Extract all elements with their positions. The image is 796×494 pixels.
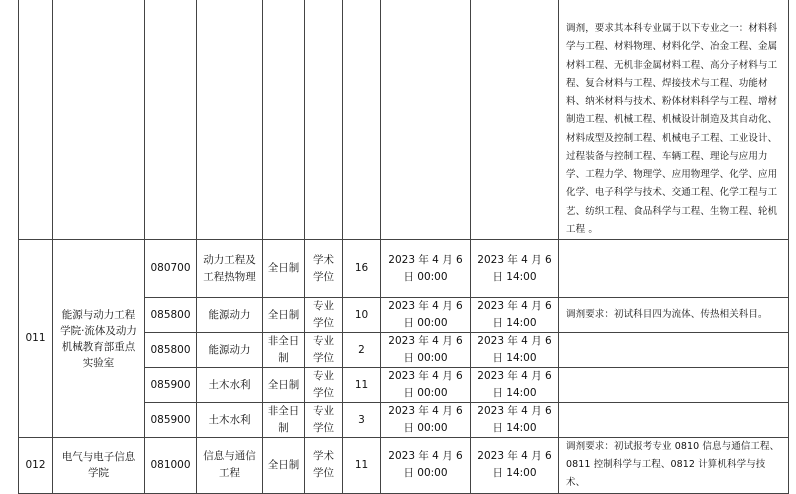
major-code-cell xyxy=(145,0,197,240)
end-time-cell xyxy=(471,0,559,240)
quota-cell: 11 xyxy=(343,438,381,494)
start-time-cell: 2023 年 4 月 6 日 00:00 xyxy=(381,438,471,494)
major-code-cell: 085800 xyxy=(145,298,197,333)
study-mode-cell: 全日制 xyxy=(263,438,305,494)
major-code-cell: 080700 xyxy=(145,240,197,298)
study-mode-cell: 非全日制 xyxy=(263,403,305,438)
remark-cell xyxy=(559,403,789,438)
end-time-cell: 2023 年 4 月 6 日 14:00 xyxy=(471,240,559,298)
start-time-cell: 2023 年 4 月 6 日 00:00 xyxy=(381,333,471,368)
quota-cell xyxy=(343,0,381,240)
quota-cell: 11 xyxy=(343,368,381,403)
quota-cell: 2 xyxy=(343,333,381,368)
major-code-cell: 085800 xyxy=(145,333,197,368)
major-name-cell: 土木水利 xyxy=(197,403,263,438)
table-row xyxy=(19,240,789,298)
remark-cell xyxy=(559,368,789,403)
table-row xyxy=(19,438,789,494)
college-code-cell xyxy=(19,0,53,240)
start-time-cell: 2023 年 4 月 6 日 00:00 xyxy=(381,368,471,403)
study-mode-cell: 全日制 xyxy=(263,368,305,403)
remark-cell: 调剂要求：初试科目四为流体、传热相关科目。 xyxy=(559,298,789,333)
major-name-cell xyxy=(197,0,263,240)
study-mode-cell: 全日制 xyxy=(263,298,305,333)
college-name-cell xyxy=(53,0,145,240)
major-code-cell: 085900 xyxy=(145,368,197,403)
quota-cell: 16 xyxy=(343,240,381,298)
degree-type-cell: 专业学位 xyxy=(305,403,343,438)
degree-type-cell: 专业学位 xyxy=(305,368,343,403)
quota-cell: 3 xyxy=(343,403,381,438)
college-name-cell: 能源与动力工程学院·流体及动力机械教育部重点实验室 xyxy=(53,240,145,438)
study-mode-cell xyxy=(263,0,305,240)
major-name-cell: 能源动力 xyxy=(197,298,263,333)
start-time-cell xyxy=(381,0,471,240)
table-row xyxy=(19,0,789,240)
end-time-cell: 2023 年 4 月 6 日 14:00 xyxy=(471,403,559,438)
remark-cell: 调剂要求：初试报考专业 0810 信息与通信工程、0811 控制科学与工程、0812 计算机科学与技术、 xyxy=(559,438,789,494)
degree-type-cell: 专业学位 xyxy=(305,298,343,333)
degree-type-cell: 学术学位 xyxy=(305,240,343,298)
quota-cell: 10 xyxy=(343,298,381,333)
start-time-cell: 2023 年 4 月 6 日 00:00 xyxy=(381,240,471,298)
college-code-cell: 011 xyxy=(19,240,53,438)
remark-cell xyxy=(559,240,789,298)
remark-cell: 调剂，要求其本科专业属于以下专业之一：材料科学与工程、材料物理、材料化学、冶金工程、金属材料工程、无机非金属材料工程、高分子材料与工程、复合材料与工程、焊接技术与工程、功能材料、纳米材料与技术、粉体材料科学与工程、增材制造工程、机械工程、机械设计制造及其自动化、材料成型及控制工程、机械电子工程、工业设计、过程装备与控制工程、车辆工程、理论与应用力学、工程力学、物理学、应用物理学、化学、应用化学、电子科学与技术、交通工程、化学工程与工艺、纺织工程、食品科学与工程、生物工程、轮机工程 。 xyxy=(559,0,789,240)
study-mode-cell: 非全日制 xyxy=(263,333,305,368)
major-name-cell: 动力工程及工程热物理 xyxy=(197,240,263,298)
major-code-cell: 081000 xyxy=(145,438,197,494)
degree-type-cell: 学术学位 xyxy=(305,438,343,494)
degree-type-cell: 专业学位 xyxy=(305,333,343,368)
major-name-cell: 信息与通信工程 xyxy=(197,438,263,494)
start-time-cell: 2023 年 4 月 6 日 00:00 xyxy=(381,298,471,333)
start-time-cell: 2023 年 4 月 6 日 00:00 xyxy=(381,403,471,438)
remark-cell xyxy=(559,333,789,368)
end-time-cell: 2023 年 4 月 6 日 14:00 xyxy=(471,333,559,368)
end-time-cell: 2023 年 4 月 6 日 14:00 xyxy=(471,368,559,403)
study-mode-cell: 全日制 xyxy=(263,240,305,298)
end-time-cell: 2023 年 4 月 6 日 14:00 xyxy=(471,298,559,333)
major-code-cell: 085900 xyxy=(145,403,197,438)
adjustment-table xyxy=(18,0,789,494)
degree-type-cell xyxy=(305,0,343,240)
end-time-cell: 2023 年 4 月 6 日 14:00 xyxy=(471,438,559,494)
major-name-cell: 土木水利 xyxy=(197,368,263,403)
college-name-cell: 电气与电子信息学院 xyxy=(53,438,145,494)
major-name-cell: 能源动力 xyxy=(197,333,263,368)
college-code-cell: 012 xyxy=(19,438,53,494)
